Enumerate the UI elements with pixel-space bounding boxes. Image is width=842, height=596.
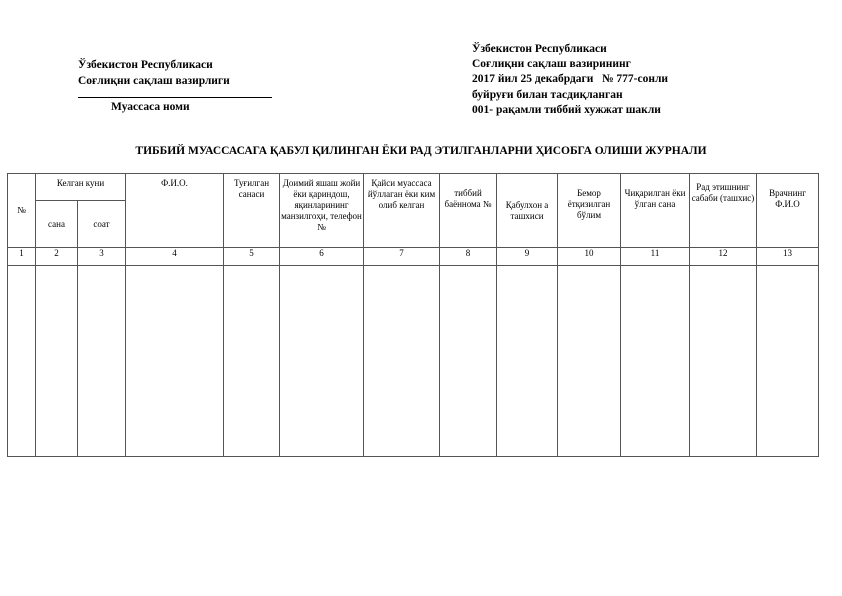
col-header-date: сана	[36, 201, 78, 248]
col-header-admission-diagnosis: Қабулхон а ташхиси	[497, 174, 558, 248]
entry-cell-address[interactable]	[280, 266, 364, 457]
column-number: 2	[36, 248, 78, 266]
col-header-referral: Қайси муассаса йўллаган ёки ким олиб келган	[364, 174, 440, 248]
column-number: 10	[558, 248, 621, 266]
entry-cell-department[interactable]	[558, 266, 621, 457]
table-row	[8, 266, 819, 457]
col-header-address: Доимий яшаш жойи ёки қариндош, яқинларининг манзилгоҳи, телефон №	[280, 174, 364, 248]
column-number: 4	[126, 248, 224, 266]
col-header-arrival: Келган куни	[36, 174, 126, 201]
approval-line-1: Ўзбекистон Республикаси	[472, 43, 607, 55]
entry-cell-record-no[interactable]	[440, 266, 497, 457]
institution-name-line[interactable]	[78, 97, 272, 98]
column-number: 7	[364, 248, 440, 266]
ministry-name: Соғлиқни сақлаш вазирлиги	[78, 75, 230, 87]
column-number: 1	[8, 248, 36, 266]
institution-name-label: Муассаса номи	[111, 101, 190, 113]
col-header-refusal: Рад этишнинг сабаби (ташхис)	[690, 174, 757, 248]
entry-cell-discharge[interactable]	[621, 266, 690, 457]
column-number: 12	[690, 248, 757, 266]
column-number: 9	[497, 248, 558, 266]
col-header-time: соат	[78, 201, 126, 248]
column-number: 8	[440, 248, 497, 266]
entry-cell-birth[interactable]	[224, 266, 280, 457]
col-header-discharge: Чиқарилган ёки ўлган сана	[621, 174, 690, 248]
approval-line-5: 001- рақамли тиббий хужжат шакли	[472, 103, 661, 116]
approval-line-4: буйруғи билан тасдиқланган	[472, 88, 623, 101]
approval-line-3: 2017 йил 25 декабрдаги № 777-сонли	[472, 73, 669, 86]
entry-cell-time[interactable]	[78, 266, 126, 457]
column-number: 5	[224, 248, 280, 266]
col-header-department: Бемор ётқизилган бўлим	[558, 174, 621, 248]
col-header-fio: Ф.И.О.	[126, 174, 224, 248]
column-number: 13	[757, 248, 819, 266]
entry-cell-date[interactable]	[36, 266, 78, 457]
column-number-row	[8, 248, 819, 266]
entry-cell-fio[interactable]	[126, 266, 224, 457]
entry-cell-admission-diagnosis[interactable]	[497, 266, 558, 457]
entry-cell-doctor[interactable]	[757, 266, 819, 457]
column-number: 11	[621, 248, 690, 266]
col-header-record-no: тиббий баённома №	[440, 174, 497, 248]
journal-table	[7, 173, 819, 457]
column-number: 3	[78, 248, 126, 266]
column-number: 6	[280, 248, 364, 266]
journal-title: ТИББИЙ МУАССАСАГА ҚАБУЛ ҚИЛИНГАН ЁКИ РАД ЭТИЛГАНЛАРНИ ҲИСОБГА ОЛИШИ ЖУРНАЛИ	[135, 145, 707, 157]
entry-cell-refusal[interactable]	[690, 266, 757, 457]
header-row-1	[8, 174, 819, 201]
entry-cell-referral[interactable]	[364, 266, 440, 457]
col-header-birth: Туғилган санаси	[224, 174, 280, 248]
col-header-doctor: Врачнинг Ф.И.О	[757, 174, 819, 248]
header-left	[78, 57, 272, 115]
republic-name: Ўзбекистон Республикаси	[78, 59, 213, 71]
approval-line-2: Соғлиқни сақлаш вазирининг	[472, 58, 631, 71]
header-right	[472, 42, 668, 118]
col-header-no: №	[8, 174, 36, 248]
entry-cell-no[interactable]	[8, 266, 36, 457]
